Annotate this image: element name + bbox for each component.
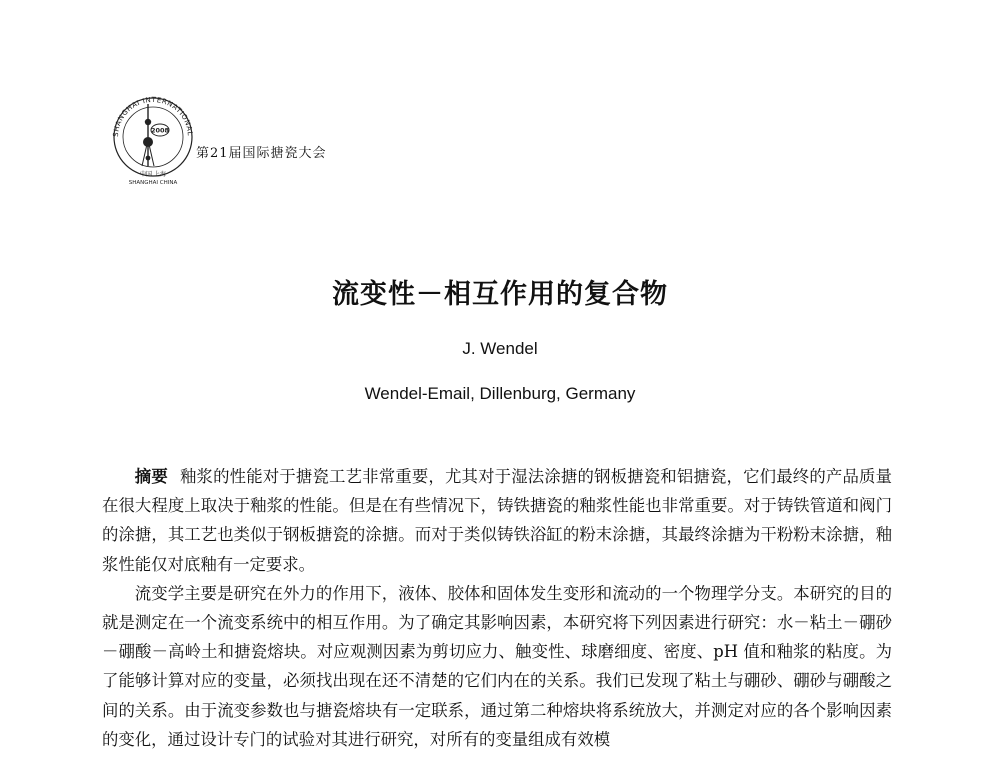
paper-affiliation: Wendel-Email, Dillenburg, Germany <box>364 384 636 403</box>
paper-title: 流变性－相互作用的复合物 <box>332 279 668 310</box>
logo-city-en: SHANGHAI CHINA <box>128 180 178 186</box>
logo-city-cn: 中国 上海 <box>140 171 166 178</box>
conference-logo <box>108 92 198 188</box>
abstract-paragraph <box>102 462 892 579</box>
logo-arc-text: SHANGHAI INTERNATIONAL <box>111 95 195 138</box>
abstract-section <box>102 462 892 754</box>
abstract-paragraph-1-text: 釉浆的性能对于搪瓷工艺非常重要，尤其对于湿法涂搪的钢板搪瓷和铝搪瓷，它们最终的产品质量在很大程度上取决于釉浆的性能。但是在有些情况下，铸铁搪瓷的釉浆性能也非常重要。对于铸铁管道和阀门的涂搪，其工艺也类似于钢板搪瓷的涂搪。而对于类似铸铁浴缸的粉末涂搪，其最终涂搪为干粉粉末涂搪，釉浆性能仅对底釉有一定要求。 <box>102 467 893 574</box>
logo-year: 2008 <box>150 126 170 135</box>
paper-author: J. Wendel <box>462 339 538 358</box>
body-paragraph: 流变学主要是研究在外力的作用下，液体、胶体和固体发生变形和流动的一个物理学分支。本研究的目的就是测定在一个流变系统中的相互作用。为了确定其影响因素，本研究将下列因素进行研究：水－粘土－硼砂－硼酸－高岭土和搪瓷熔块。对应观测因素为剪切应力、触变性、球磨细度、密度、pH 值和釉浆的粘度。为了能够计算对应的变量，必须找出现在还不清楚的它们内在的关系。我们已发现了粘土与硼砂、硼砂与硼酸之间的关系。由于流变参数也与搪瓷熔块有一定联系，通过第二种熔块将系统放大，并测定对应的各个影响因素的变化，通过设计专门的试验对其进行研究，对所有的变量组成有效模 <box>102 583 892 749</box>
abstract-label: 摘要 <box>134 467 168 486</box>
conference-header <box>108 92 408 192</box>
conference-name: 第21届国际搪瓷大会 <box>196 146 327 161</box>
